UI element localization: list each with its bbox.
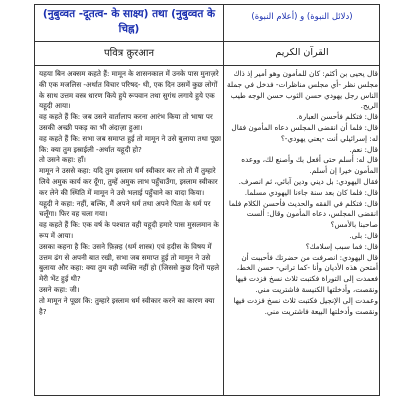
hindi-paragraph: उसने कहा: जी।: [39, 284, 80, 294]
subheader-arabic: القرآن الكريم: [275, 47, 329, 58]
subheader-divider: [35, 65, 379, 66]
arabic-paragraph: قال: بلى.: [349, 230, 378, 240]
header-divider: [35, 41, 379, 42]
arabic-paragraph: وعمدت إلى الإنجيل فكتبت ثلاث نسخ فزدت فيها ونقصت وأدخلتها البيعة فاشتريت مني.: [233, 295, 378, 316]
hindi-paragraph: वह कहते हैं कि: जब उसने वार्तालाप करना आरंभ किया तो भाषा पर उसकी अच्छी पकड़ का भी अंदाज़ा हुआ।: [39, 112, 213, 132]
title-hindi: (नुबुव्वत -दूतत्व- के साक्ष्य) तथा (नुबुव्वत के चिह्न): [42, 8, 216, 35]
hindi-paragraph: वह कहते हैं कि: सभा जब समाप्त हुई तो मामून ने उसे बुलाया तथा पूछा कि: क्या तुम इस्राईली -अर्थात यहूदी हो?: [39, 133, 221, 154]
arabic-text-column: [226, 69, 378, 393]
arabic-paragraph: قال: فما سبب إسلامك؟: [305, 241, 378, 251]
hindi-paragraph: मामून ने उससे कहा: यदि तुम इस्लाम धर्म स्वीकार कर लो तो मैं तुम्हारे लिये अमुक कार्य कर दूँगा, तुम्हें अमुक लाभ पहुँचाउँगा, इस्लाम स्वीकार कर लेने की स्थिति में मामून ने उसे भलाई पहुँचाने का वादा किया।: [39, 166, 218, 197]
hindi-text-column: [39, 69, 221, 393]
arabic-paragraph: قال: فلما أن انقضى المجلس دعاه المأمون فقال له: إسرائيلي أنت -يعني يهودي-؟: [231, 122, 378, 143]
arabic-paragraph: قال اليهودي: انصرفت من حضرتك فأحببت أن أمتحن هذه الأديان وأنا -كما تراني- حسن الخط، فعمدت إلى التوراة فكتبت ثلاث نسخ فزدت فيها ونقصت، وأدخلتها الكنيسة فاشتريت مني.: [235, 252, 378, 294]
hindi-paragraph: यहया बिन अक्सम कहते हैं: मामून के शासनकाल में उनके पास मुनाज़रे की एक मजलिस -अर्थात विचार परिषद- थी, एक दिन उसमें कुछ लोगों के साथ उत्तम वस्त्र धारण किये हुये रूपवान तथा सुगंध लगाये हुये एक यहूदी आया।: [39, 69, 219, 111]
subheader-hindi: पवित्र क़ुरआन: [103, 48, 155, 59]
arabic-paragraph: قال يحيى بن أكثم: كان للمأمون وهو أمير إذ ذاك مجلس نظر -أي مجلس مناظرات- فدخل في جملة الناس رجل يهودي حسن الثوب حسن الوجه طيب الريح.: [226, 69, 378, 111]
arabic-paragraph: قال: فلما كان بعد سنة جاءنا اليهودي مسلما.: [244, 187, 378, 197]
arabic-paragraph: قال له: أسلم حتى أفعل بك وأصنع لك، ووعده المأمون خيرا إن أسلم.: [241, 155, 378, 176]
arabic-paragraph: فقال اليهودي: بل ديني ودين آبائي، ثم انصرف.: [238, 176, 378, 186]
hindi-paragraph: उसका कहना है कि: उसने फ़िक़्ह (धर्म शास्त्र) एवं हदीस के विषय में उत्तम ढंग से अपनी बात रखी, सभा जब समाप्त हुई तो मामून ने उसे बुलाया और कहा: क्या तुम वही व्यक्ति नहीं हो (जिससे कुछ दिनों पहले मेरी भेंट हुई थी?: [39, 241, 220, 284]
hindi-paragraph: यहूदी ने कहा: नहीं, बल्कि, मैं अपने धर्म तथा अपने पिता के धर्म पर चलूँगा। फिर वह चला गया।: [39, 198, 211, 219]
column-divider: [223, 5, 224, 395]
arabic-paragraph: قال: نعم.: [349, 144, 378, 154]
hindi-paragraph: तो मामून ने पूछा कि: तुम्हारे इस्लाम धर्म स्वीकार करने का कारण क्या है?: [39, 295, 215, 316]
document-table: [34, 4, 380, 396]
title-arabic: (دلائل النبوة) و (أعلام النبوة): [251, 12, 353, 22]
arabic-paragraph: قال: فتكلم فأحسن العبارة.: [296, 112, 378, 122]
arabic-paragraph: قال: فتكلم في الفقه والحديث فأحسن الكلام فلما انقضى المجلس، دعاه المأمون وقال: ألست صاحبنا بالأمس؟: [228, 198, 378, 230]
hindi-paragraph: वह कहते हैं कि: एक वर्ष के पश्चात वही यहूदी हमारे पास मुसलमान के रूप में आया।: [39, 220, 219, 240]
hindi-paragraph: तो उसने कहा: हाँ।: [39, 155, 86, 165]
